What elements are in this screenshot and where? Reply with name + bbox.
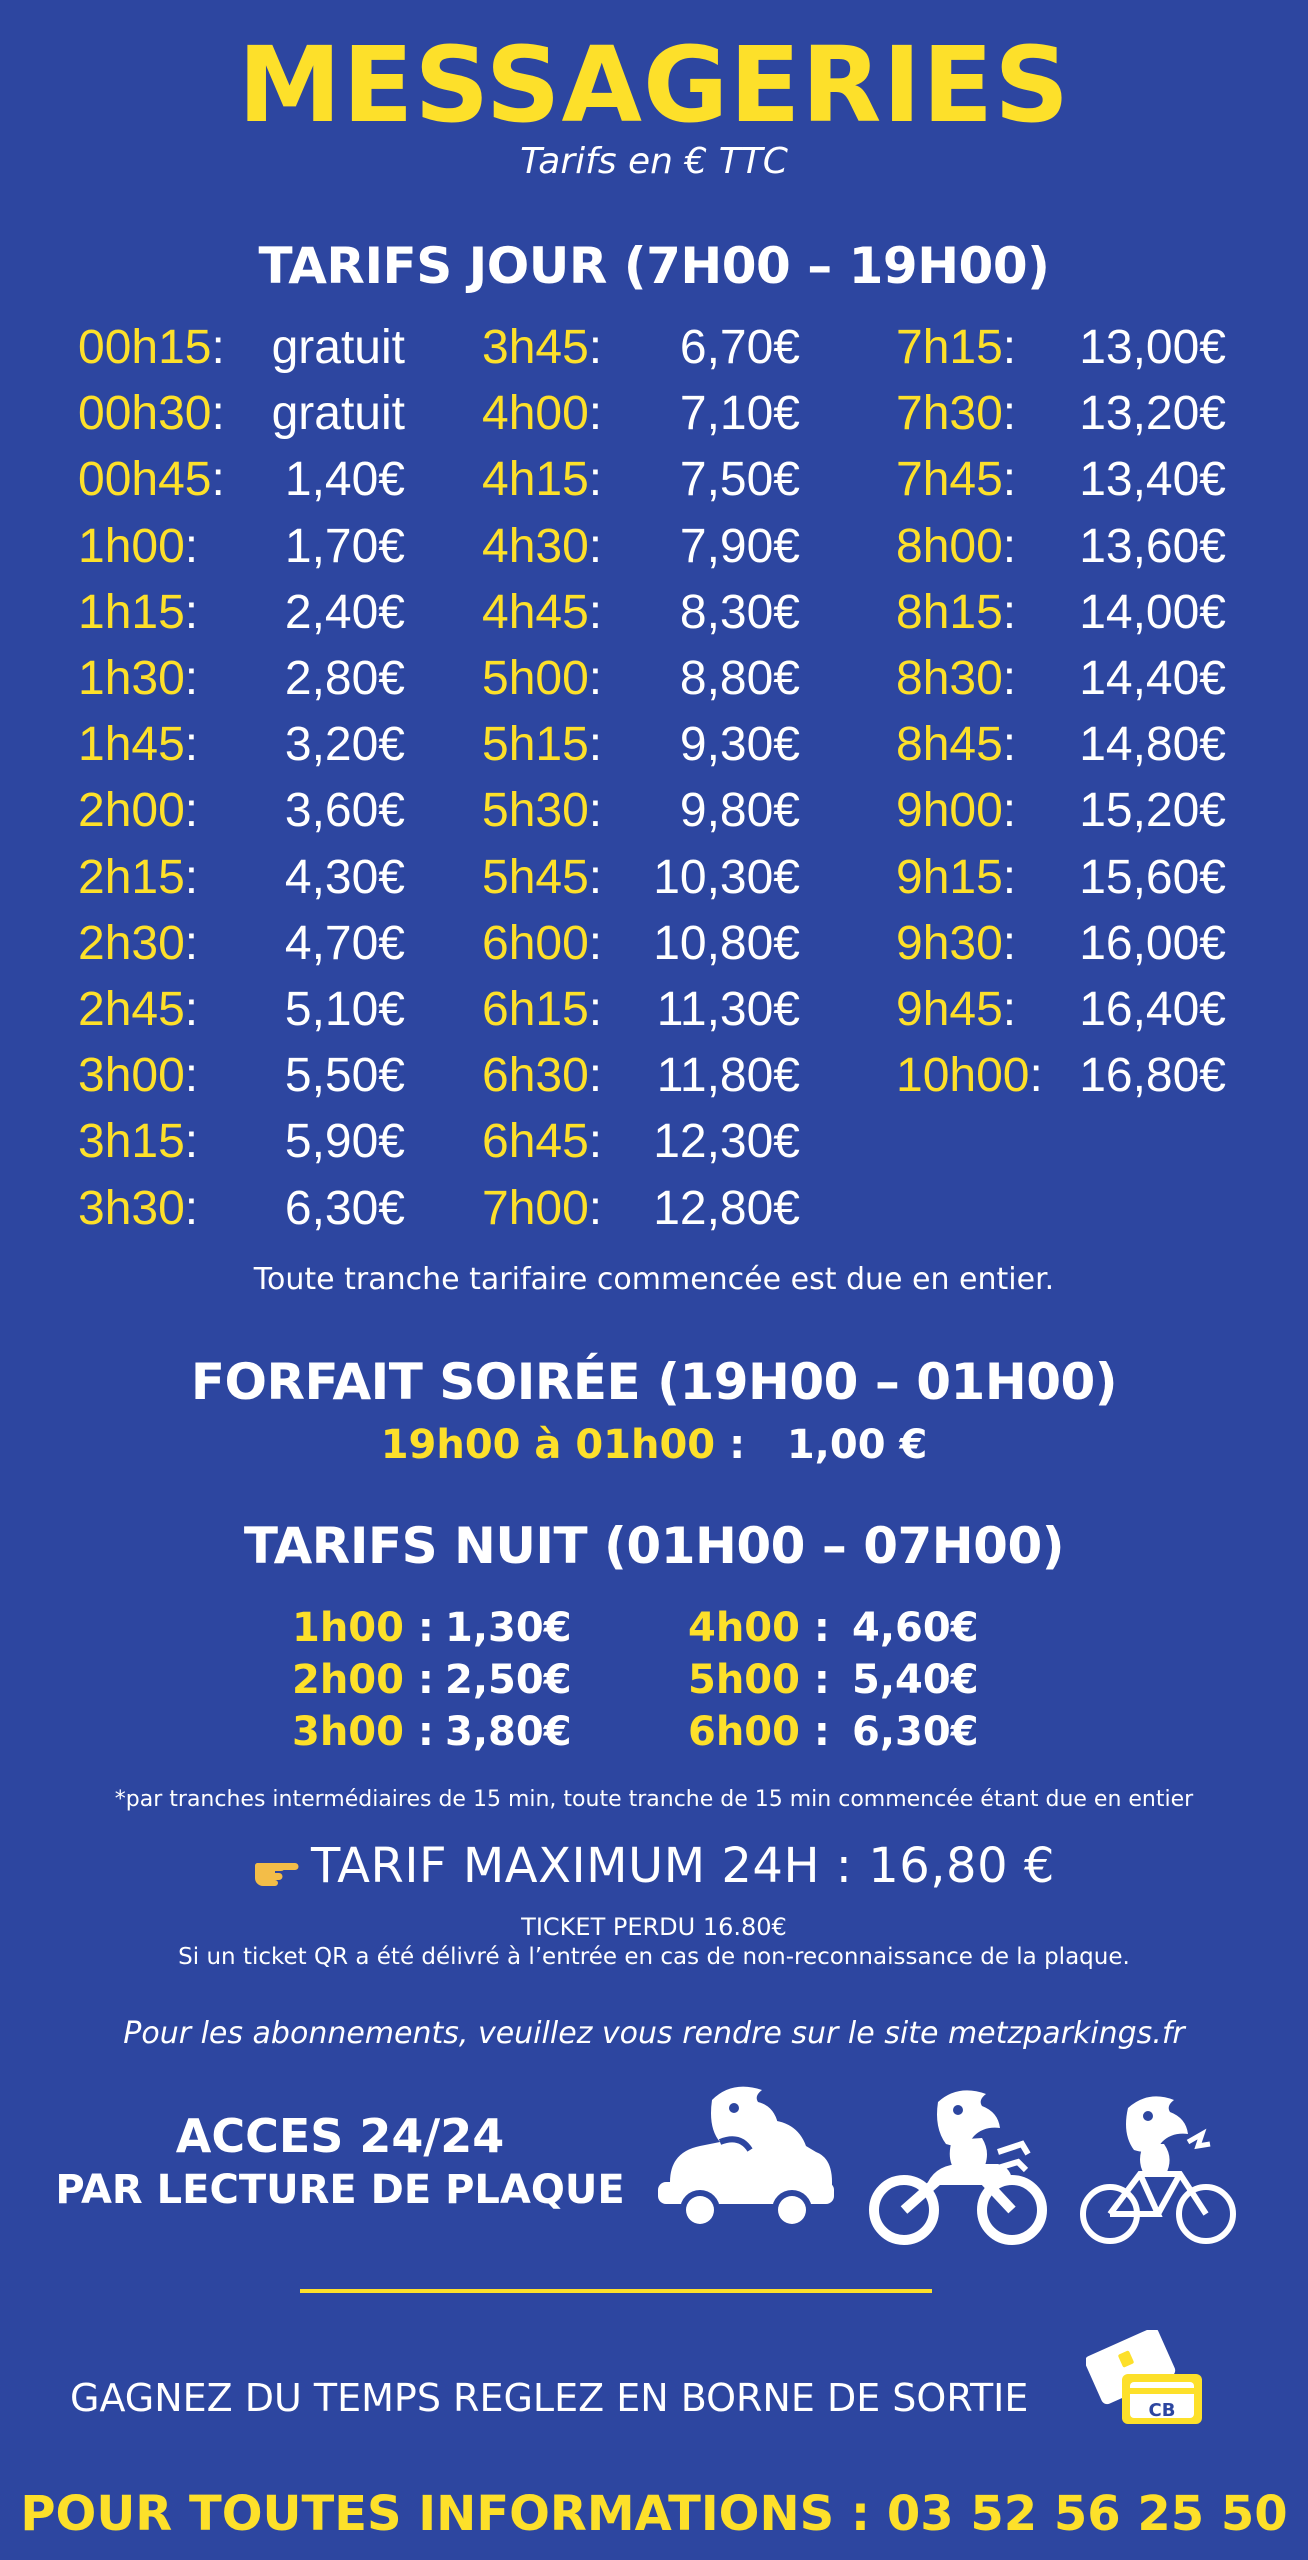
day-rate-row bbox=[482, 778, 800, 844]
day-rate-price: 1,70€ bbox=[284, 519, 405, 573]
day-rate-time: 3h45 bbox=[482, 321, 589, 374]
day-rate-price: gratuit bbox=[271, 387, 405, 441]
day-rate-colon: : bbox=[588, 1115, 603, 1169]
day-rate-colon: : bbox=[588, 983, 603, 1036]
day-rate-price: 4,70€ bbox=[284, 916, 405, 970]
day-rate-colon: : bbox=[1002, 850, 1017, 904]
day-rate-row bbox=[482, 381, 800, 447]
day-rate-price: 12,30€ bbox=[653, 1115, 800, 1169]
day-rate-colon: : bbox=[1029, 1049, 1043, 1103]
day-rate-colon: : bbox=[184, 1115, 199, 1169]
day-rate-time: 2h15 bbox=[78, 850, 185, 904]
day-rate-row bbox=[482, 911, 800, 977]
day-rate-colon: : bbox=[211, 387, 225, 441]
day-rate-price: 1,40€ bbox=[284, 453, 405, 507]
day-rate-time: 3h15 bbox=[78, 1115, 185, 1169]
section-divider bbox=[300, 2289, 932, 2293]
day-rate-colon: : bbox=[588, 916, 603, 970]
night-rate-row bbox=[292, 1706, 572, 1758]
day-rate-row bbox=[896, 646, 1226, 712]
day-rate-time: 2h45 bbox=[78, 983, 185, 1036]
day-rate-time: 8h15 bbox=[896, 585, 1003, 639]
day-rate-price: 15,60€ bbox=[1079, 850, 1226, 904]
day-rate-colon: : bbox=[184, 1181, 199, 1235]
access-method: PAR LECTURE DE PLAQUE bbox=[55, 2167, 625, 2213]
day-rate-price: 6,70€ bbox=[679, 321, 800, 374]
day-rates-heading: TARIFS JOUR (7H00 – 19H00) bbox=[258, 237, 1050, 295]
day-rate-colon: : bbox=[588, 784, 603, 838]
day-rate-row bbox=[78, 580, 405, 646]
day-rate-time: 4h15 bbox=[482, 453, 589, 507]
day-rate-time: 8h00 bbox=[896, 519, 1003, 573]
day-rate-time: 6h30 bbox=[482, 1049, 589, 1103]
day-rate-time: 7h00 bbox=[482, 1181, 589, 1235]
night-rate-time: 2h00 bbox=[292, 1657, 404, 1703]
day-rate-colon: : bbox=[1002, 652, 1017, 705]
night-rate-time: 3h00 bbox=[292, 1709, 404, 1755]
car-icon bbox=[650, 2082, 840, 2242]
night-rate-colon: : bbox=[799, 1605, 830, 1651]
day-rate-colon: : bbox=[588, 585, 603, 639]
day-rate-colon: : bbox=[588, 1181, 603, 1235]
day-rate-time: 3h00 bbox=[78, 1049, 185, 1103]
night-rate-time: 5h00 bbox=[688, 1657, 800, 1703]
day-rate-time: 1h00 bbox=[78, 519, 185, 573]
day-rate-time: 6h15 bbox=[482, 983, 589, 1036]
lost-ticket-price: TICKET PERDU 16.80€ bbox=[521, 1913, 787, 1941]
day-rate-time: 7h45 bbox=[896, 453, 1003, 507]
day-rate-colon: : bbox=[588, 453, 603, 507]
night-rate-row bbox=[688, 1602, 979, 1654]
night-rate-price: 4,60€ bbox=[852, 1605, 979, 1651]
day-rate-row bbox=[896, 778, 1226, 844]
day-rate-time: 1h30 bbox=[78, 652, 185, 705]
day-rate-row bbox=[896, 911, 1226, 977]
day-rate-price: 13,20€ bbox=[1079, 387, 1226, 441]
day-rate-time: 8h30 bbox=[896, 652, 1003, 705]
day-rate-price: 10,80€ bbox=[653, 916, 800, 970]
day-rate-colon: : bbox=[1002, 453, 1017, 507]
day-rate-row bbox=[896, 977, 1226, 1043]
day-rate-colon: : bbox=[184, 1049, 199, 1103]
day-rate-time: 1h45 bbox=[78, 718, 185, 772]
day-rate-price: 16,00€ bbox=[1079, 916, 1226, 970]
day-rate-colon: : bbox=[588, 850, 603, 904]
day-rate-row bbox=[482, 580, 800, 646]
subscription-note: Pour les abonnements, veuillez vous rendre sur le site metzparkings.fr bbox=[123, 2016, 1185, 2051]
night-rate-price: 6,30€ bbox=[852, 1709, 979, 1755]
day-rate-colon: : bbox=[184, 718, 199, 772]
day-rate-price: 7,90€ bbox=[679, 519, 800, 573]
day-rate-colon: : bbox=[1002, 916, 1017, 970]
day-rate-row bbox=[896, 580, 1226, 646]
day-rate-time: 5h30 bbox=[482, 784, 589, 838]
day-rate-colon: : bbox=[588, 718, 603, 772]
day-rate-colon: : bbox=[211, 453, 225, 507]
day-rate-row bbox=[78, 977, 405, 1043]
day-rate-price: 13,00€ bbox=[1079, 321, 1226, 374]
day-rate-row bbox=[482, 977, 800, 1043]
day-rate-time: 4h45 bbox=[482, 585, 589, 639]
night-rates-heading: TARIFS NUIT (01H00 – 07H00) bbox=[243, 1517, 1065, 1575]
day-rate-row bbox=[896, 315, 1226, 381]
day-rate-time: 7h15 bbox=[896, 321, 1003, 374]
day-rate-time: 8h45 bbox=[896, 718, 1003, 772]
day-rate-price: 9,30€ bbox=[679, 718, 800, 772]
day-rate-row bbox=[78, 911, 405, 977]
day-rate-time: 5h45 bbox=[482, 850, 589, 904]
day-rate-price: 5,10€ bbox=[284, 983, 405, 1036]
day-rate-colon: : bbox=[184, 652, 199, 705]
day-rate-colon: : bbox=[184, 784, 199, 838]
day-rate-price: 8,30€ bbox=[679, 585, 800, 639]
day-rate-price: 2,80€ bbox=[284, 652, 405, 705]
evening-rate bbox=[0, 1420, 1308, 1470]
day-rate-time: 4h30 bbox=[482, 519, 589, 573]
day-rate-row bbox=[896, 712, 1226, 778]
day-rate-price: 16,80€ bbox=[1079, 1049, 1226, 1103]
day-rate-row bbox=[482, 1176, 800, 1242]
day-rate-row bbox=[896, 1043, 1226, 1109]
day-rate-time: 9h00 bbox=[896, 784, 1003, 838]
night-rate-colon: : bbox=[799, 1709, 830, 1755]
day-rate-row bbox=[78, 315, 405, 381]
day-rate-colon: : bbox=[1002, 387, 1017, 441]
day-rate-time: 00h30 bbox=[78, 387, 212, 441]
credit-card-icon bbox=[1086, 2330, 1206, 2430]
page-subtitle: Tarifs en € TTC bbox=[520, 141, 788, 182]
day-rate-row bbox=[482, 646, 800, 712]
day-rate-colon: : bbox=[184, 585, 199, 639]
payment-note: GAGNEZ DU TEMPS REGLEZ EN BORNE DE SORTIE bbox=[70, 2376, 1029, 2420]
day-rate-colon: : bbox=[184, 983, 199, 1036]
day-rate-time: 9h30 bbox=[896, 916, 1003, 970]
page-title: MESSAGERIES bbox=[237, 24, 1071, 146]
day-rate-price: 12,80€ bbox=[653, 1181, 800, 1235]
day-rate-price: 14,00€ bbox=[1079, 585, 1226, 639]
night-rate-colon: : bbox=[403, 1605, 434, 1651]
night-rate-price: 3,80€ bbox=[445, 1709, 572, 1755]
day-rate-price: 11,80€ bbox=[656, 1049, 800, 1103]
day-rate-price: 9,80€ bbox=[679, 784, 800, 838]
day-rate-price: 16,40€ bbox=[1079, 983, 1226, 1036]
night-rate-row bbox=[292, 1602, 572, 1654]
day-rate-price: gratuit bbox=[271, 321, 405, 374]
day-rate-colon: : bbox=[184, 519, 199, 573]
day-rate-colon: : bbox=[1002, 983, 1017, 1036]
day-rates-note: Toute tranche tarifaire commencée est due en entier. bbox=[253, 1262, 1055, 1297]
day-rate-colon: : bbox=[588, 652, 603, 705]
evening-price: 1,00 € bbox=[786, 1422, 928, 1468]
bicycle-icon bbox=[1078, 2092, 1238, 2250]
day-rate-row bbox=[78, 1176, 405, 1242]
day-rate-row bbox=[482, 1043, 800, 1109]
day-rate-colon: : bbox=[1002, 784, 1017, 838]
day-rate-price: 13,60€ bbox=[1079, 519, 1226, 573]
day-rate-time: 00h45 bbox=[78, 453, 212, 507]
day-rate-time: 6h45 bbox=[482, 1115, 589, 1169]
day-rate-row bbox=[78, 381, 405, 447]
day-rate-row bbox=[78, 646, 405, 712]
night-rate-time: 1h00 bbox=[292, 1605, 404, 1651]
day-rate-row bbox=[896, 845, 1226, 911]
day-rate-price: 14,80€ bbox=[1079, 718, 1226, 772]
day-rate-time: 6h00 bbox=[482, 916, 589, 970]
day-rate-row bbox=[78, 1043, 405, 1109]
night-rate-colon: : bbox=[403, 1657, 434, 1703]
evening-colon: : bbox=[715, 1422, 787, 1468]
day-rate-price: 15,20€ bbox=[1079, 784, 1226, 838]
day-rate-colon: : bbox=[211, 321, 225, 374]
day-rate-colon: : bbox=[184, 850, 199, 904]
night-rates-note: *par tranches intermédiaires de 15 min, toute tranche de 15 min commencée étant due en entier bbox=[114, 1787, 1194, 1812]
day-rate-colon: : bbox=[588, 321, 603, 374]
night-rate-price: 5,40€ bbox=[852, 1657, 979, 1703]
day-rate-row bbox=[896, 447, 1226, 513]
day-rate-price: 5,50€ bbox=[284, 1049, 405, 1103]
day-rate-time: 5h00 bbox=[482, 652, 589, 705]
card-label: CB bbox=[1148, 2400, 1176, 2421]
day-rate-colon: : bbox=[588, 519, 603, 573]
day-rate-price: 3,20€ bbox=[284, 718, 405, 772]
day-rate-row bbox=[78, 1109, 405, 1175]
day-rate-row bbox=[78, 778, 405, 844]
night-rate-row bbox=[688, 1654, 979, 1706]
day-rate-colon: : bbox=[588, 387, 603, 441]
day-rate-colon: : bbox=[184, 916, 199, 970]
day-rate-price: 5,90€ bbox=[284, 1115, 405, 1169]
day-rate-colon: : bbox=[588, 1049, 603, 1103]
day-rate-time: 4h00 bbox=[482, 387, 589, 441]
day-rate-row bbox=[78, 447, 405, 513]
contact-info: POUR TOUTES INFORMATIONS : 03 52 56 25 50 bbox=[20, 2486, 1288, 2542]
day-rate-price: 6,30€ bbox=[284, 1181, 405, 1235]
night-rate-price: 2,50€ bbox=[445, 1657, 572, 1703]
day-rate-price: 11,30€ bbox=[656, 983, 800, 1036]
maximum-rate-label: TARIF MAXIMUM 24H : 16,80 € bbox=[311, 1838, 1055, 1894]
day-rate-time: 2h00 bbox=[78, 784, 185, 838]
maximum-rate bbox=[0, 1836, 1308, 1896]
night-rate-colon: : bbox=[799, 1657, 830, 1703]
day-rate-price: 14,40€ bbox=[1079, 652, 1226, 705]
night-rate-row bbox=[688, 1706, 979, 1758]
day-rate-row bbox=[482, 447, 800, 513]
day-rate-row bbox=[78, 712, 405, 778]
evening-time: 19h00 à 01h00 bbox=[380, 1422, 716, 1468]
day-rate-row bbox=[482, 712, 800, 778]
day-rate-time: 3h30 bbox=[78, 1181, 185, 1235]
night-rate-row bbox=[292, 1654, 572, 1706]
motorcycle-icon bbox=[868, 2082, 1048, 2250]
day-rate-price: 13,40€ bbox=[1079, 453, 1226, 507]
day-rate-price: 8,80€ bbox=[679, 652, 800, 705]
day-rate-colon: : bbox=[1002, 519, 1017, 573]
day-rate-price: 4,30€ bbox=[284, 850, 405, 904]
day-rate-row bbox=[896, 514, 1226, 580]
day-rate-time: 7h30 bbox=[896, 387, 1003, 441]
day-rate-row bbox=[896, 381, 1226, 447]
day-rate-time: 9h45 bbox=[896, 983, 1003, 1036]
day-rate-time: 5h15 bbox=[482, 718, 589, 772]
evening-heading: FORFAIT SOIRÉE (19H00 – 01H00) bbox=[190, 1353, 1118, 1411]
night-rate-time: 4h00 bbox=[688, 1605, 800, 1651]
day-rate-price: 3,60€ bbox=[284, 784, 405, 838]
day-rate-row bbox=[482, 845, 800, 911]
night-rate-price: 1,30€ bbox=[445, 1605, 572, 1651]
day-rate-colon: : bbox=[1002, 585, 1017, 639]
access-hours: ACCES 24/24 bbox=[175, 2109, 505, 2163]
day-rate-time: 00h15 bbox=[78, 321, 212, 374]
day-rate-price: 10,30€ bbox=[653, 850, 800, 904]
day-rate-price: 7,10€ bbox=[679, 387, 800, 441]
day-rate-colon: : bbox=[1002, 718, 1017, 772]
night-rate-time: 6h00 bbox=[688, 1709, 800, 1755]
day-rate-row bbox=[482, 514, 800, 580]
day-rate-colon: : bbox=[1002, 321, 1017, 374]
lost-ticket-note: Si un ticket QR a été délivré à l’entrée en cas de non-reconnaissance de la plaque. bbox=[178, 1944, 1130, 1970]
day-rate-row bbox=[78, 845, 405, 911]
day-rate-time: 2h30 bbox=[78, 916, 185, 970]
night-rate-colon: : bbox=[403, 1709, 434, 1755]
day-rate-time: 9h15 bbox=[896, 850, 1003, 904]
day-rate-row bbox=[78, 514, 405, 580]
day-rate-price: 7,50€ bbox=[679, 453, 800, 507]
pointing-hand-icon bbox=[253, 1849, 301, 1889]
access-info bbox=[40, 2108, 640, 2216]
day-rate-price: 2,40€ bbox=[284, 585, 405, 639]
day-rate-row bbox=[482, 1109, 800, 1175]
day-rate-row bbox=[482, 315, 800, 381]
day-rate-time: 10h00 bbox=[896, 1049, 1030, 1103]
day-rate-time: 1h15 bbox=[78, 585, 185, 639]
